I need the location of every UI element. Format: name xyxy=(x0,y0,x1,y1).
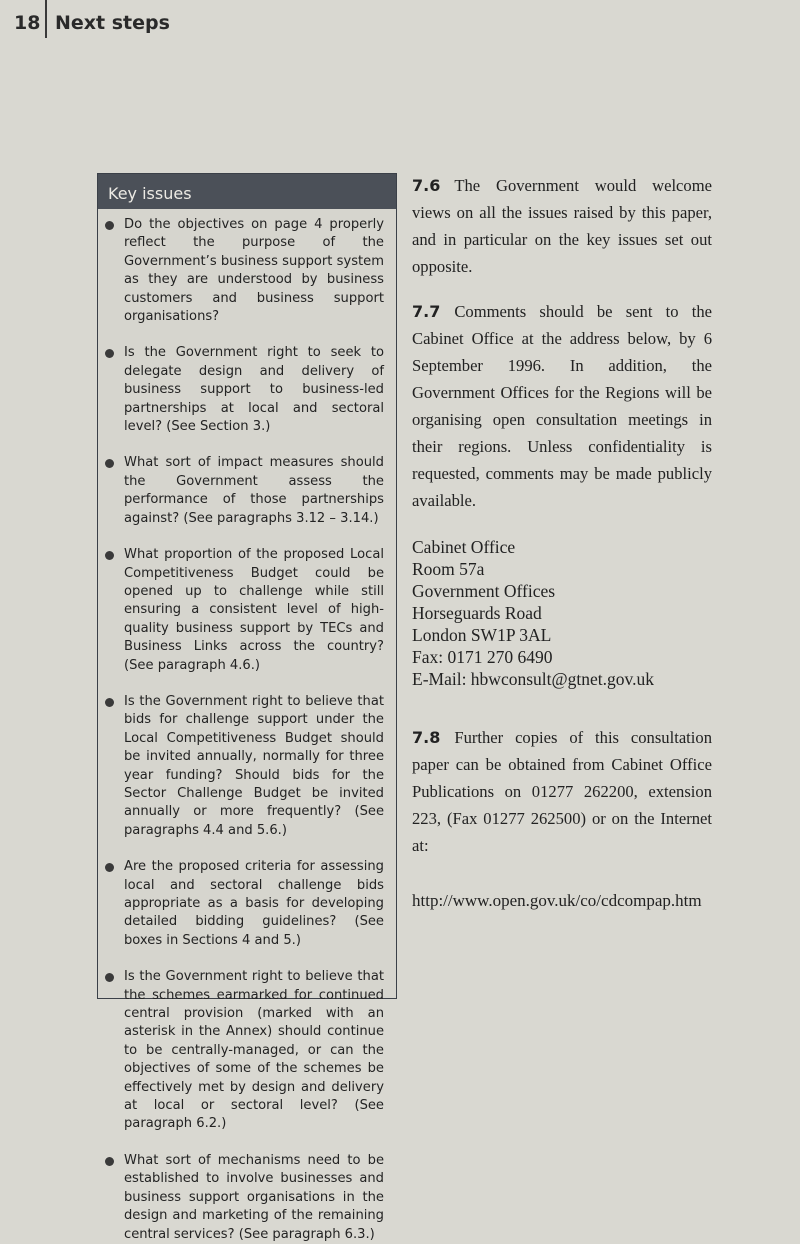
paragraph-number: 7.6 xyxy=(412,176,441,195)
key-issue-item xyxy=(124,693,384,840)
key-issue-text: Is the Government right to believe that the schemes earmarked for continued central provision (marked with an asterisk in the Annex) should continue to be centrally-managed, or can the objectives of some of the schemes be effectively met by design and delivery at local or sectoral level? (See paragraph 6.2.) xyxy=(124,969,384,1132)
key-issue-item xyxy=(124,344,384,436)
key-issue-text: Do the objectives on page 4 properly reflect the purpose of the Government’s business support system as they are understood by business customers and business support organisations? xyxy=(124,217,384,325)
key-issue-item xyxy=(124,546,384,675)
key-issues-title: Key issues xyxy=(98,174,396,209)
address-line: London SW1P 3AL xyxy=(412,625,552,645)
bullet-icon xyxy=(105,459,114,468)
bullet-icon xyxy=(105,349,114,358)
paragraph-number: 7.8 xyxy=(412,728,441,747)
key-issue-item xyxy=(124,1152,384,1244)
postal-address xyxy=(412,536,712,690)
paragraph-7-7 xyxy=(412,298,712,514)
key-issue-item xyxy=(124,968,384,1134)
key-issues-box xyxy=(97,173,397,1242)
paragraph-text: Further copies of this consultation paper can be obtained from Cabinet Office Publications on 01277 262200, extension 223, (Fax 01277 262500) or on the Internet at: xyxy=(412,728,712,855)
key-issue-text: What proportion of the proposed Local Competitiveness Budget could be opened up to challenge while still ensuring a consistent level of high-quality business support by TECs and Business Links across the country? (See paragraph 4.6.) xyxy=(124,547,384,673)
bullet-icon xyxy=(105,221,114,230)
bullet-icon xyxy=(105,973,114,982)
bullet-icon xyxy=(105,551,114,560)
address-line: Room 57a xyxy=(412,559,485,579)
key-issue-text: What sort of mechanisms need to be established to involve businesses and business support organisations in the design and marketing of the remaining central services? (See paragraph 6.3.) xyxy=(124,1152,384,1242)
page-number: 18 xyxy=(14,12,41,34)
key-issue-text: Is the Government right to believe that bids for challenge support under the Local Competitiveness Budget should be invited annually, normally for three year funding? Should bids for the Sector Challenge Budget be invited annually or more frequently? (See paragraphs 4.4 and 5.6.) xyxy=(124,693,384,838)
paragraph-text: The Government would welcome views on all the issues raised by this paper, and in particular on the key issues set out opposite. xyxy=(412,176,712,276)
consultation-text-column xyxy=(412,172,712,914)
paragraph-number: 7.7 xyxy=(412,302,441,321)
key-issues-list xyxy=(98,209,396,1244)
paragraph-7-6 xyxy=(412,172,712,280)
key-issue-text: Is the Government right to seek to delegate design and delivery of business support to business-led partnerships at local and sectoral level? (See Section 3.) xyxy=(124,345,384,435)
key-issue-text: Are the proposed criteria for assessing local and sectoral challenge bids appropriate as a basis for developing detailed bidding guidelines? (See boxes in Sections 4 and 5.) xyxy=(124,859,384,948)
address-line: Government Offices xyxy=(412,581,556,601)
fax-number: Fax: 0171 270 6490 xyxy=(412,647,553,667)
page-header xyxy=(0,0,400,42)
paragraph-text: Comments should be sent to the Cabinet Office at the address below, by 6 September 1996. In addition, the Government Offices for the Regions will be organising open consultation meetings in their regions. Unless confidentiality is requested, comments may be made publicly available. xyxy=(412,302,712,510)
bullet-icon xyxy=(105,698,114,707)
key-issue-item xyxy=(124,454,384,528)
email-address: E-Mail: hbwconsult@gtnet.gov.uk xyxy=(412,669,654,689)
address-line: Horseguards Road xyxy=(412,603,542,623)
key-issue-item xyxy=(124,216,384,326)
bullet-icon xyxy=(105,863,114,872)
paragraph-7-8 xyxy=(412,724,712,859)
header-divider xyxy=(45,0,47,38)
key-issue-text: What sort of impact measures should the Government assess the performance of those partnerships against? (See paragraphs 3.12 – 3.14.) xyxy=(124,455,384,526)
section-title: Next steps xyxy=(55,12,170,34)
bullet-icon xyxy=(105,1157,114,1166)
internet-url: http://www.open.gov.uk/co/cdcompap.htm xyxy=(412,891,702,910)
address-line: Cabinet Office xyxy=(412,537,516,557)
key-issue-item xyxy=(124,858,384,950)
